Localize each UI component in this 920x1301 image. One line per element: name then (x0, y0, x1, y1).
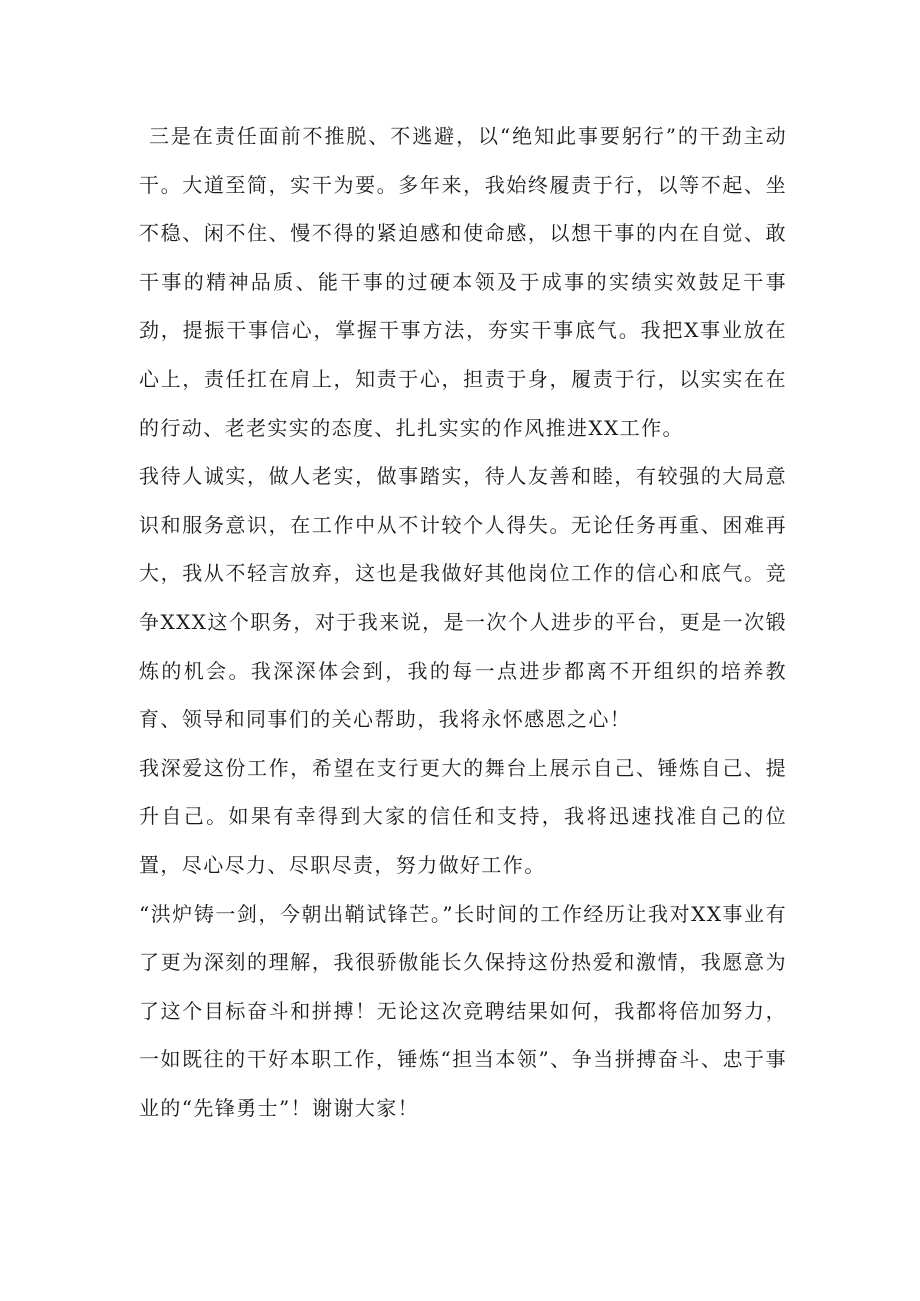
paragraph-1: 三是在责任面前不推脱、不逃避，以“绝知此事要躬行”的干劲主动干。大道至简，实干为要。多年来，我始终履责于行，以等不起、坐不稳、闲不住、慢不得的紧迫感和使命感，以想干事的内在自觉、敢干事的精神品质、能干事的过硬本领及于成事的实绩实效鼓足干事劲，提振干事信心，掌握干事方法，夯实干事底气。我把X事业放在心上，责任扛在肩上，知责于心，担责于身，履责于行，以实实在在的行动、老老实实的态度、扎扎实实的作风推进XX工作。 (139, 124, 787, 440)
document-body (139, 112, 787, 1132)
paragraph-3: 我深爱这份工作，希望在支行更大的舞台上展示自己、锤炼自己、提升自己。如果有幸得到大家的信任和支持，我将迅速找准自己的位置，尽心尽力、尽职尽责，努力做好工作。 (139, 755, 787, 877)
paragraph-4: “洪炉铸一剑，今朝出鞘试锋芒。”长时间的工作经历让我对XX事业有了更为深刻的理解，我很骄傲能长久保持这份热爱和激情，我愿意为了这个目标奋斗和拼搏！无论这次竞聘结果如何，我都将倍加努力，一如既往的干好本职工作，锤炼“担当本领”、争当拼搏奋斗、忠于事业的“先锋勇士”！谢谢大家！ (139, 901, 787, 1120)
paragraph-2: 我待人诚实，做人老实，做事踏实，待人友善和睦，有较强的大局意识和服务意识，在工作中从不计较个人得失。无论任务再重、困难再大，我从不轻言放弃，这也是我做好其他岗位工作的信心和底气。竞争XXX这个职务，对于我来说，是一次个人进步的平台，更是一次锻炼的机会。我深深体会到，我的每一点进步都离不开组织的培养教育、领导和同事们的关心帮助，我将永怀感恩之心！ (139, 464, 787, 732)
